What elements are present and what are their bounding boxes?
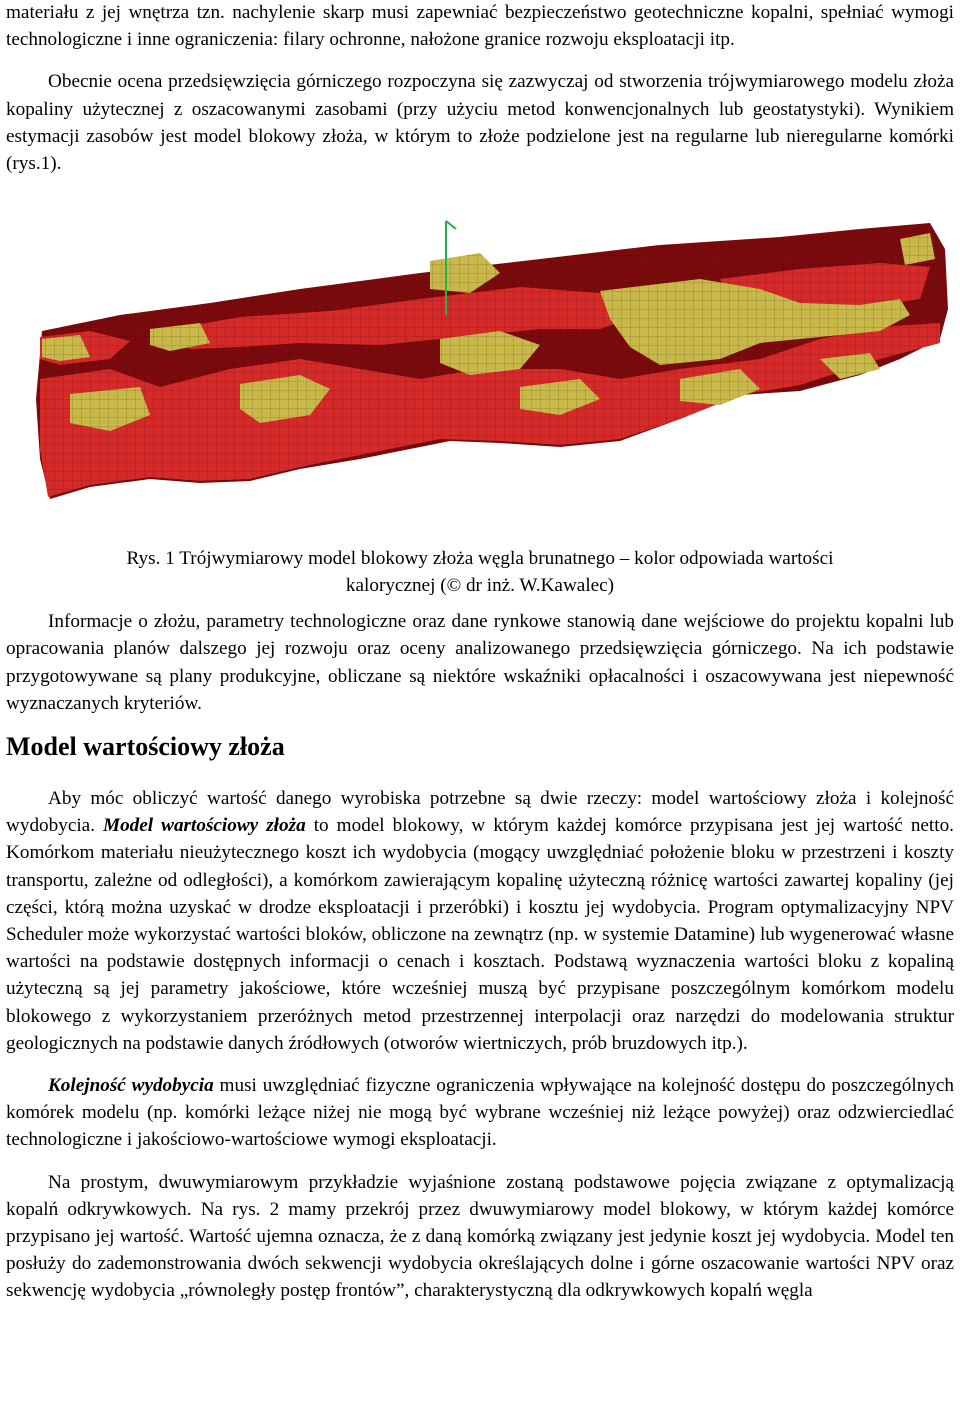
block-model-figure <box>0 219 960 537</box>
paragraph-continuation: materiału z jej wnętrza tzn. nachylenie skarp musi zapewniać bezpieczeństwo geotechniczne kopalni, spełniać wymogi technologiczne i inne ograniczenia: filary ochronne, nałożone granice rozwoju eksploatacji itp. <box>6 2 954 51</box>
paragraph-sequence: Kolejność wydobycia musi uwzględniać fizyczne ograniczenia wpływające na kolejność dostępu do poszczególnych komórek modelu (np. komórki leżące niżej nie mogą być wybrane wcześniej niż leżące powyżej) oraz odzwierciedlać technologiczne i jakościowo-wartościowe wymogi eksploatacji. <box>6 1075 955 1151</box>
figure-caption-line1: Rys. 1 Trójwymiarowy model blokowy złoża węgla brunatnego – kolor odpowiada wartości <box>126 548 834 570</box>
paragraph-value-model: Aby móc obliczyć wartość danego wyrobiska potrzebne są dwie rzeczy: model wartościowy złoża i kolejność wydobycia. Model wartościowy złoża to model blokowy, w którym każdej komórce przypisana jest jej wartość netto. Komórkom materiału nieużytecznego koszt ich wydobycia (mogący uwzględniać położenie bloku w przestrzeni i koszty transportu, zależne od odległości), a komórkom zawierającym kopalinę użyteczną różnicę wartości zawartej kopaliny (jej części, którą można uzyskać w drodze eksploatacji i przeróbki) i kosztu jej wydobycia. Program optymalizacyjny NPV Scheduler może wykorzystać wartości bloków, obliczone na zewnątrz (np. w systemie Datamine) lub wygenerować własne wartości na podstawie dostępnych informacji o cenach i kosztach. Podstawą wyznaczenia wartości bloku z kopaliną użyteczną są jej parametry jakościowe, które wcześniej muszą być przypisane poszczególnym komórkom modelu blokowego z wykorzystaniem przeróżnych metod przestrzennej interpolacji oraz narzędzi do modelowania struktur geologicznych na podstawie danych źródłowych (otworów wiertniczych, prób bruzdowych itp.). <box>6 788 954 1054</box>
block-model-image <box>0 219 960 537</box>
term-value-model: Model wartościowy złoża <box>103 815 306 837</box>
paragraph-inputs: Informacje o złożu, parametry technologiczne oraz dane rynkowe stanowią dane wejściowe do projektu kopalni lub opracowania planów dalszego jej rozwoju oraz oceny analizowanego przedsięwzięcia górniczego. Na ich podstawie przygotowywane są plany produkcyjne, obliczane są niektóre wskaźniki opłacalności i oszacowywana jest niepewność wyznaczanych kryteriów. <box>6 611 954 714</box>
paragraph-model-intro: Obecnie ocena przedsięwzięcia górniczego rozpoczyna się zazwyczaj od stworzenia trójwymiarowego modelu złoża kopaliny użytecznej z oszacowanymi zasobami (przy użyciu metod konwencjonalnych lub geostatystyki). Wynikiem estymacji zasobów jest model blokowy złoża, w którym to złoże podzielone jest na regularne lub nieregularne komórki (rys.1). <box>6 71 954 175</box>
figure-caption <box>0 545 960 599</box>
paragraph-example: Na prostym, dwuwymiarowym przykładzie wyjaśnione zostaną podstawowe pojęcia związane z optymalizacją kopalń odkrywkowych. Na rys. 2 mamy przekrój przez dwuwymiarowy model blokowy, w którym każdej komórce przypisano jej wartość. Wartość ujemna oznacza, że z daną komórką związany jest jedynie koszt jej wydobycia. Model ten posłuży do zademonstrowania dwóch sekwencji wydobycia określających dolne i górne oszacowanie wartości NPV oraz sekwencję wydobycia „równoległy postęp frontów”, charakterystyczną dla odkrywkowych kopalń węgla <box>6 1171 954 1302</box>
figure-caption-line2: kalorycznej (© dr inż. W.Kawalec) <box>345 575 615 597</box>
term-mining-sequence: Kolejność wydobycia <box>48 1075 214 1097</box>
section-heading: Model wartościowy złoża <box>6 732 285 762</box>
